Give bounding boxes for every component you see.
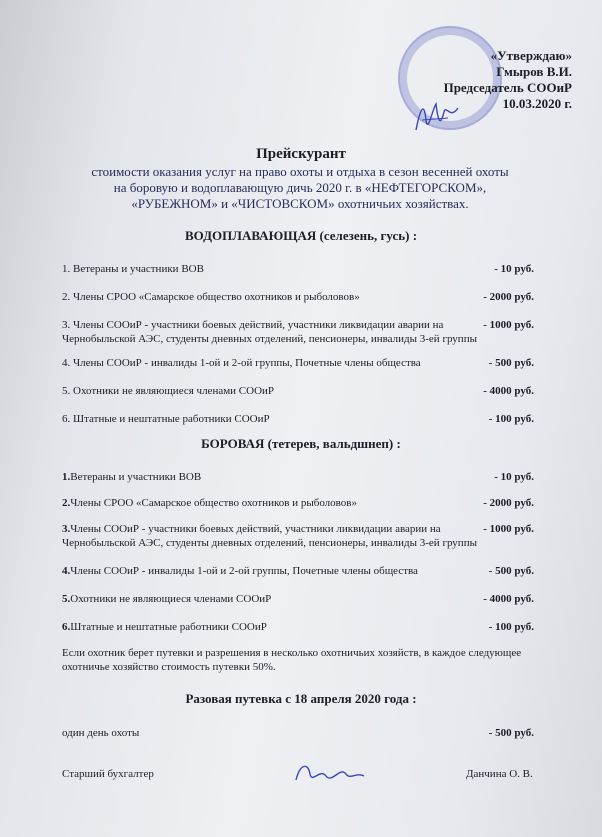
row-label: Штатные и нештатные работники СООиР (70, 621, 267, 633)
approval-line-1: «Утверждаю» (490, 48, 572, 63)
row-label: 2. Члены СРОО «Самарское общество охотников и рыболовов» (62, 291, 360, 303)
row-label: 6. Штатные и нештатные работники СООиР (62, 413, 270, 425)
waterfowl-row-6 (62, 412, 534, 426)
waterfowl-row-4 (62, 356, 534, 370)
row-number: 2. (62, 497, 71, 509)
document-title: Прейскурант (256, 146, 346, 162)
row-number: 3. (62, 523, 71, 535)
row-continuation: Чернобыльской АЭС, студенты дневных отделений, пенсионеры, инвалиды 3-ей группы (62, 333, 477, 345)
upland-row-2 (62, 496, 534, 510)
waterfowl-row-5 (62, 384, 534, 398)
row-price: - 10 руб. (494, 471, 534, 483)
row-label: 1. Ветераны и участники ВОВ (62, 263, 204, 275)
upland-row-4 (62, 564, 534, 578)
row-price: - 10 руб. (494, 263, 534, 275)
waterfowl-row-2 (62, 290, 534, 304)
single-pass-row (62, 726, 534, 740)
row-price: - 500 руб. (488, 357, 534, 369)
document-subtitle (60, 164, 540, 212)
subtitle-line-3: «РУБЕЖНОМ» и «ЧИСТОВСКОМ» охотничьих хозяйствах. (131, 196, 469, 211)
subtitle-line-1: стоимости оказания услуг на право охоты и отдыха в сезон весенней охоты (91, 164, 509, 179)
signatory-name: Данчина О. В. (466, 768, 533, 780)
row-label: 5. Охотники не являющиеся членами СООиР (62, 385, 275, 397)
upland-heading: БОРОВАЯ (тетерев, вальдшнеп) : (201, 436, 401, 451)
accountant-signature (290, 758, 370, 788)
upland-row-6 (62, 620, 534, 634)
waterfowl-heading: ВОДОПЛАВАЮЩАЯ (селезень, гусь) : (184, 228, 418, 243)
row-price: - 2000 руб. (483, 291, 534, 303)
subtitle-line-2: на боровую и водоплавающую дичь 2020 г. в «НЕФТЕГОРСКОМ», (113, 180, 487, 195)
upland-row-5 (62, 592, 534, 606)
approval-block (444, 48, 572, 112)
approval-line-3: Председатель СООиР (443, 80, 572, 95)
row-price: - 100 руб. (488, 621, 534, 633)
row-number: 5. (62, 593, 71, 605)
row-number: 4. (62, 565, 71, 577)
row-price: - 500 руб. (488, 727, 534, 739)
row-continuation: Чернобыльской АЭС, студенты дневных отделений, пенсионеры, инвалиды 3-ей группы (62, 537, 477, 549)
row-label: 4. Члены СООиР - инвалиды 1-ой и 2-ой группы, Почетные члены общества (62, 357, 421, 369)
row-label: Ветераны и участники ВОВ (70, 471, 202, 483)
row-label: Члены СООиР - инвалиды 1-ой и 2-ой группы, Почетные члены общества (70, 565, 418, 577)
row-price: - 4000 руб. (483, 385, 534, 397)
approval-line-4: 10.03.2020 г. (502, 96, 572, 111)
row-price: - 2000 руб. (483, 497, 534, 509)
row-label: Члены СООиР - участники боевых действий, участники ликвидации аварии на (70, 523, 441, 535)
row-price: - 500 руб. (488, 565, 534, 577)
single-pass-heading: Разовая путевка с 18 апреля 2020 года : (185, 691, 417, 706)
upland-row-3 (62, 522, 534, 550)
row-label: Охотники не являющиеся членами СООиР (70, 593, 272, 605)
row-label: 3. Члены СООиР - участники боевых действий, участники ликвидации аварии на (62, 319, 444, 331)
waterfowl-row-1 (62, 262, 534, 276)
approval-line-2: Гмыров В.И. (496, 64, 572, 79)
row-price: - 1000 руб. (483, 319, 534, 331)
waterfowl-row-3 (62, 318, 534, 346)
discount-note: Если охотник берет путевки и разрешения в несколько охотничьих хозяйств, в каждое следующее охотничье хозяйство стоимость путевки 50%. (62, 647, 522, 673)
row-number: 1. (62, 471, 71, 483)
row-label: Члены СРОО «Самарское общество охотников и рыболовов» (70, 497, 357, 509)
row-price: - 4000 руб. (483, 593, 534, 605)
row-label: один день охоты (62, 727, 140, 739)
row-number: 6. (62, 621, 71, 633)
upland-row-1 (62, 470, 534, 484)
row-price: - 100 руб. (488, 413, 534, 425)
row-price: - 1000 руб. (483, 523, 534, 535)
signatory-title: Старший бухгалтер (62, 768, 154, 780)
